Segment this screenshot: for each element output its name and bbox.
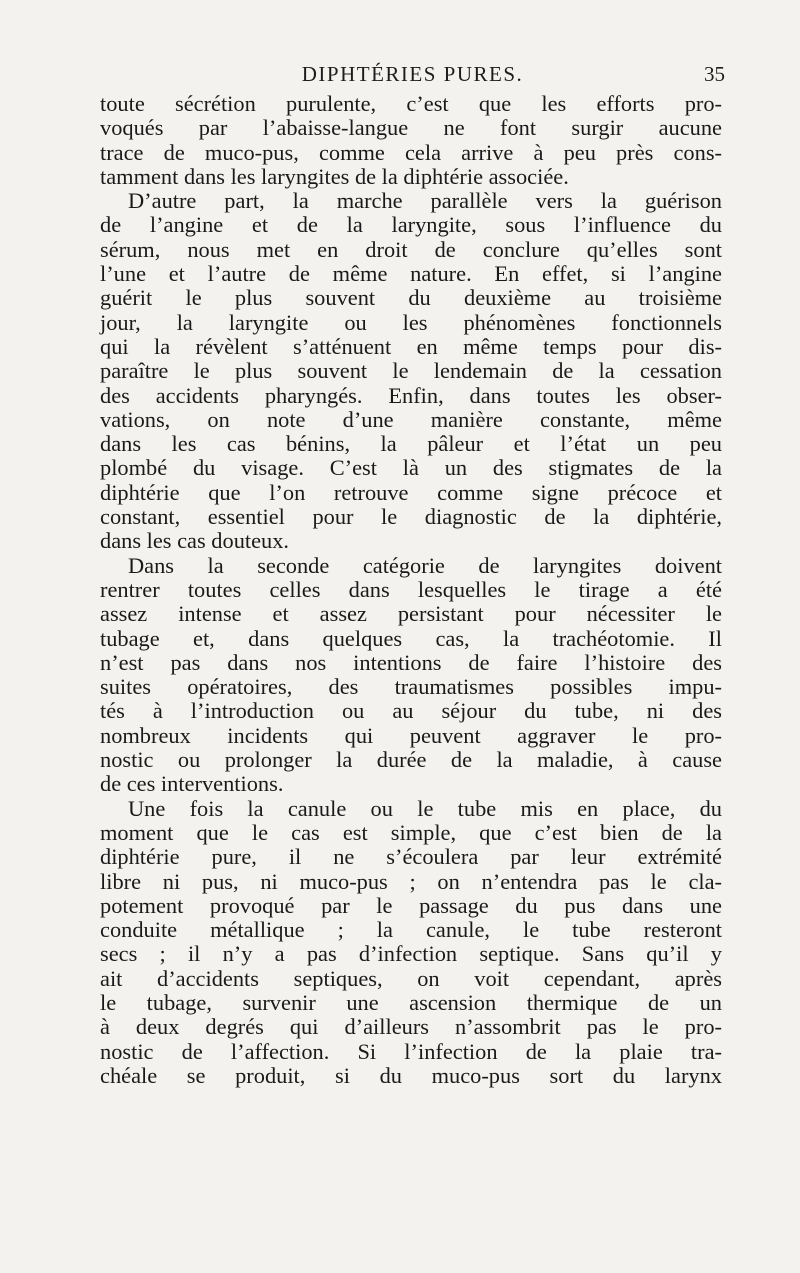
text-line: de l’angine et de la laryngite, sous l’influence du xyxy=(100,212,722,238)
text-line: moment que le cas est simple, que c’est bien de la xyxy=(100,819,722,845)
text-line: voqués par l’abaisse-langue ne font surgir aucune xyxy=(100,115,722,141)
text-line: dans les cas bénins, la pâleur et l’état un peu xyxy=(100,431,722,457)
text-line: potement provoqué par le passage du pus dans une xyxy=(100,892,722,918)
text-line: à deux degrés qui d’ailleurs n’assombrit pas le pro- xyxy=(100,1014,722,1040)
text-line: D’autre part, la marche parallèle vers la guérison xyxy=(128,188,722,214)
text-line: assez intense et assez persistant pour nécessiter le xyxy=(100,601,722,627)
text-line: Une fois la canule ou le tube mis en place, du xyxy=(128,795,722,821)
text-line: nostic de l’affection. Si l’infection de la plaie tra- xyxy=(100,1038,722,1064)
text-line: tamment dans les laryngites de la diphtérie associée. xyxy=(100,163,569,189)
text-line: de ces interventions. xyxy=(100,771,284,797)
text-line: diphtérie pure, il ne s’écoulera par leur extrémité xyxy=(100,844,722,870)
text-line: paraître le plus souvent le lendemain de la cessation xyxy=(100,358,722,384)
page-header xyxy=(100,62,725,92)
running-title: DIPHTÉRIES PURES. xyxy=(301,62,524,86)
text-line: suites opératoires, des traumatismes possibles impu- xyxy=(100,674,722,700)
text-line: trace de muco-pus, comme cela arrive à peu près cons- xyxy=(100,139,722,165)
text-line: dans les cas douteux. xyxy=(100,528,290,554)
page-number: 35 xyxy=(704,62,725,86)
text-line: secs ; il n’y a pas d’infection septique. Sans qu’il y xyxy=(100,941,722,967)
text-line: le tubage, survenir une ascension thermique de un xyxy=(100,989,722,1015)
text-line: jour, la laryngite ou les phénomènes fonctionnels xyxy=(100,309,722,335)
text-line: guérit le plus souvent du deuxième au troisième xyxy=(100,285,722,311)
text-line: conduite métallique ; la canule, le tube resteront xyxy=(100,917,722,943)
text-line: vations, on note d’une manière constante, même xyxy=(100,406,722,432)
text-line: libre ni pus, ni muco-pus ; on n’entendra pas le cla- xyxy=(100,868,722,894)
text-line: constant, essentiel pour le diagnostic de la diphtérie, xyxy=(100,504,722,530)
text-line: n’est pas dans nos intentions de faire l’histoire des xyxy=(100,649,722,675)
text-line: ait d’accidents septiques, on voit cependant, après xyxy=(100,965,722,991)
text-line: plombé du visage. C’est là un des stigmates de la xyxy=(100,455,722,481)
text-line: nombreux incidents qui peuvent aggraver le pro- xyxy=(100,722,722,748)
text-line: rentrer toutes celles dans lesquelles le tirage a été xyxy=(100,576,722,602)
text-line: diphtérie que l’on retrouve comme signe précoce et xyxy=(100,479,722,505)
body-text xyxy=(100,92,722,1088)
text-line: toute sécrétion purulente, c’est que les efforts pro- xyxy=(100,91,722,116)
text-line: nostic ou prolonger la durée de la maladie, à cause xyxy=(100,747,722,773)
text-line: tubage et, dans quelques cas, la trachéotomie. Il xyxy=(100,625,722,651)
text-line: l’une et l’autre de même nature. En effet, si l’angine xyxy=(100,261,722,287)
text-line: tés à l’introduction ou au séjour du tube, ni des xyxy=(100,698,722,724)
text-line: chéale se produit, si du muco-pus sort du larynx xyxy=(100,1062,722,1088)
text-line: des accidents pharyngés. Enfin, dans toutes les obser- xyxy=(100,382,722,408)
text-line: sérum, nous met en droit de conclure qu’elles sont xyxy=(100,236,722,262)
text-line: Dans la seconde catégorie de laryngites doivent xyxy=(128,552,722,578)
text-line: qui la révèlent s’atténuent en même temps pour dis- xyxy=(100,333,722,359)
